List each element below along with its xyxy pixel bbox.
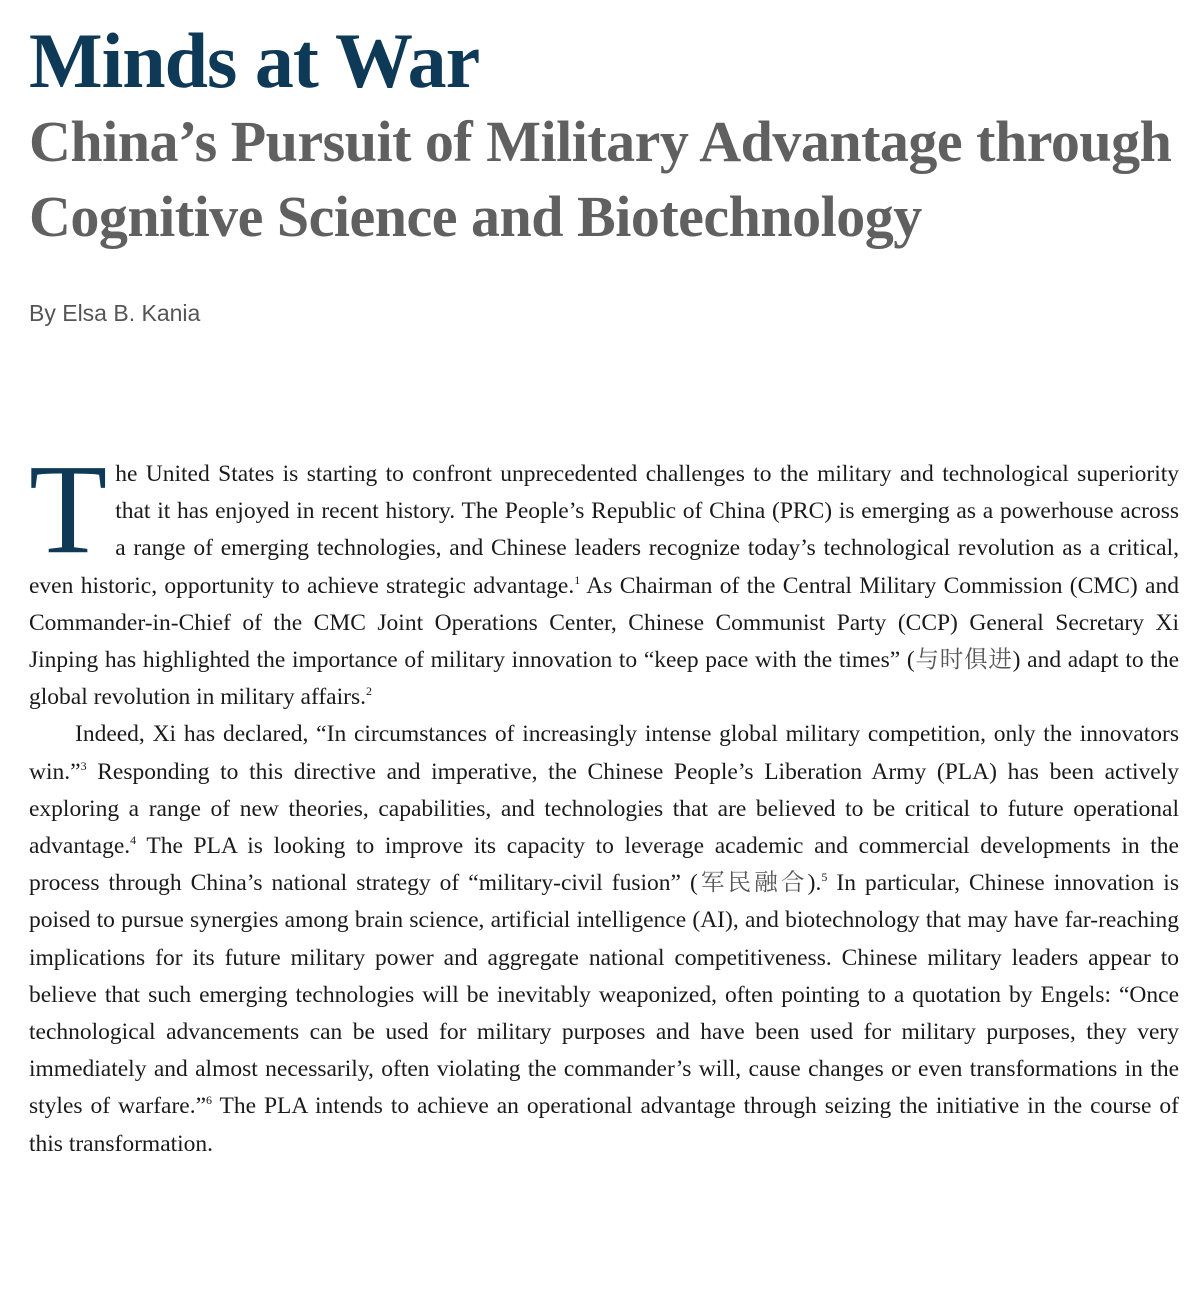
p2-text-3: The PLA is looking to improve its capacity to leverage academic and commercial developments in the process through China’s national strategy of “military-civil fusion” ( <box>29 833 1179 897</box>
p2-text-4: ). <box>807 870 822 897</box>
article-page <box>29 18 1179 1163</box>
chinese-term-1: 与时俱进 <box>914 647 1013 674</box>
footnote-ref-4[interactable]: 4 <box>130 833 137 848</box>
article-body <box>29 438 1179 1163</box>
footnote-ref-2[interactable]: 2 <box>365 684 372 699</box>
p1-text-1: he United States is starting to confront unprecedented challenges to the military and technological superiority that it has enjoyed in recent history. The People’s Republic of China (PRC) is emerging as a powerhouse across a range of emerging technologies, and Chinese leaders recognize today’s technological revolution as a critical, even historic, opportunity to achieve strategic advantage. <box>29 461 1179 599</box>
p1-text-2: As Chairman of the Central Military Commission (CMC) and Commander-in-Chief of the CMC Joint Operations Center, Chinese Communist Party (CCP) General Secretary Xi Jinping has highlighted the importance of military innovation to “keep pace with the times” ( <box>29 572 1179 674</box>
p2-text-5: In particular, Chinese innovation is poised to pursue synergies among brain science, artificial intelligence (AI), and biotechnology that may have far-reaching implications for its future military power and aggregate national competitiveness. Chinese military leaders appear to believe that such emerging technologies will be inevitably weaponized, often pointing to a quotation by Engels: “Once technological advancements can be used for military purposes and have been used for military purposes, they very immediately and almost necessarily, often violating the commander’s will, cause changes or even transformations in the styles of warfare.” <box>29 870 1179 1120</box>
paragraph-1 <box>29 438 1179 716</box>
author-byline: By Elsa B. Kania <box>29 300 201 326</box>
footnote-ref-6[interactable]: 6 <box>206 1093 213 1108</box>
article-subtitle: China’s Pursuit of Military Advantage through Cognitive Science and Biotechnology <box>29 109 1172 249</box>
p2-text-2: Responding to this directive and imperative, the Chinese People’s Liberation Army (PLA) has been actively exploring a range of new theories, capabilities, and technologies that are believed to be critical to future operational advantage. <box>29 758 1179 860</box>
footnote-ref-3[interactable]: 3 <box>80 758 87 773</box>
p2-text-1: Indeed, Xi has declared, “In circumstances of increasingly intense global military competition, only the innovators win.” <box>29 721 1179 785</box>
footnote-ref-5[interactable]: 5 <box>821 870 828 885</box>
chinese-term-2: 军民融合 <box>697 870 808 897</box>
footnote-ref-1[interactable]: 1 <box>574 572 581 587</box>
paragraph-2 <box>29 716 1179 1162</box>
p1-text-3: ) and adapt to the global revolution in military affairs. <box>29 647 1179 711</box>
p2-text-6: The PLA intends to achieve an operational advantage through seizing the initiative in the course of this transformation. <box>29 1093 1179 1157</box>
drop-cap: T <box>29 438 108 580</box>
article-title: Minds at War <box>29 17 480 104</box>
